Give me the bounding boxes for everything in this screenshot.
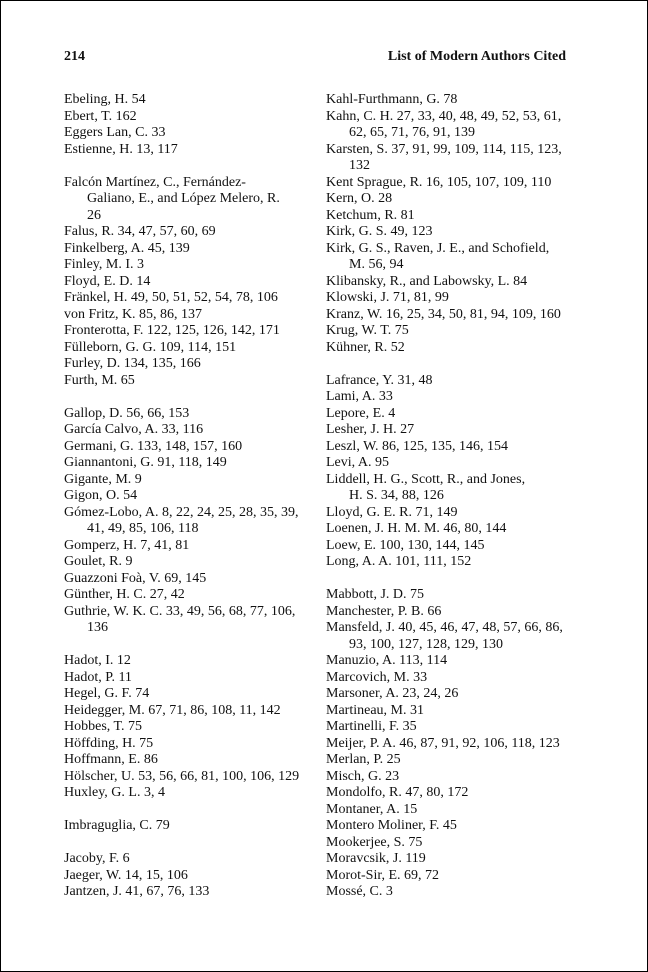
index-entry bbox=[64, 851, 314, 868]
index-entry-line: Kirk, G. S. 49, 123 bbox=[326, 224, 433, 239]
index-entry-line: Hadot, P. 11 bbox=[64, 669, 132, 685]
index-entry bbox=[64, 488, 314, 505]
index-entry-line: Marcovich, M. 33 bbox=[326, 669, 428, 685]
index-entry bbox=[64, 373, 314, 390]
index-entry-line: Furley, D. 134, 135, 166 bbox=[64, 356, 201, 371]
index-entry bbox=[64, 736, 314, 753]
index-entry bbox=[326, 175, 568, 192]
index-entry bbox=[64, 109, 314, 126]
index-entry-line: Misch, G. 23 bbox=[326, 768, 400, 784]
index-entry-line: Estienne, H. 13, 117 bbox=[64, 141, 178, 157]
index-entry-line: Martineau, M. 31 bbox=[326, 702, 424, 718]
index-entry bbox=[64, 290, 314, 307]
index-entry bbox=[326, 884, 568, 901]
index-entry-line: Finkelberg, A. 45, 139 bbox=[64, 240, 190, 256]
index-entry bbox=[64, 323, 314, 340]
index-entry-line: Fronterotta, F. 122, 125, 126, 142, 171 bbox=[64, 323, 280, 338]
index-entry-line: Lami, A. 33 bbox=[326, 389, 393, 404]
index-entry bbox=[64, 455, 314, 472]
index-entry bbox=[64, 356, 314, 373]
index-entry-line: 26 bbox=[87, 207, 101, 223]
index-entry bbox=[326, 703, 568, 720]
index-entry-line: Loew, E. 100, 130, 144, 145 bbox=[326, 537, 485, 553]
index-entry-line: Ketchum, R. 81 bbox=[326, 207, 415, 223]
index-entry bbox=[64, 571, 314, 588]
index-entry bbox=[64, 719, 314, 736]
group-spacer bbox=[64, 802, 314, 819]
index-entry bbox=[64, 307, 314, 324]
index-entry bbox=[326, 307, 568, 324]
index-entry bbox=[326, 340, 568, 357]
index-entry-line: Kahn, C. H. 27, 33, 40, 48, 49, 52, 53, 61, bbox=[326, 108, 562, 124]
index-entry-line: Mansfeld, J. 40, 45, 46, 47, 48, 57, 66, 86, bbox=[326, 620, 563, 635]
group-spacer bbox=[326, 356, 568, 373]
index-entry-line: Kahl-Furthmann, G. 78 bbox=[326, 92, 458, 107]
index-entry-line: 93, 100, 127, 128, 129, 130 bbox=[349, 636, 503, 652]
index-entry-line: Kent Sprague, R. 16, 105, 107, 109, 110 bbox=[326, 174, 552, 190]
group-spacer bbox=[64, 389, 314, 406]
index-entry-line: Eggers Lan, C. 33 bbox=[64, 125, 166, 140]
index-entry bbox=[326, 670, 568, 687]
index-entry bbox=[64, 142, 314, 159]
index-entry-line: Finley, M. I. 3 bbox=[64, 257, 144, 272]
index-entry bbox=[326, 818, 568, 835]
index-entry-line: Jacoby, F. 6 bbox=[64, 851, 130, 866]
index-entry bbox=[326, 290, 568, 307]
index-entry bbox=[326, 274, 568, 291]
index-entry-line: Gigon, O. 54 bbox=[64, 488, 138, 503]
index-entry-line: Montaner, A. 15 bbox=[326, 801, 418, 817]
index-entry bbox=[326, 686, 568, 703]
index-entry-line: García Calvo, A. 33, 116 bbox=[64, 422, 204, 437]
page-number: 214 bbox=[64, 49, 85, 64]
index-entry bbox=[326, 208, 568, 225]
index-entry-line: von Fritz, K. 85, 86, 137 bbox=[64, 306, 203, 322]
index-entry-line: Lepore, E. 4 bbox=[326, 405, 396, 421]
group-spacer bbox=[64, 158, 314, 175]
group-spacer bbox=[64, 835, 314, 852]
index-entry-line: Giannantoni, G. 91, 118, 149 bbox=[64, 455, 227, 470]
running-title: List of Modern Authors Cited bbox=[387, 49, 566, 64]
index-entry-line: Kern, O. 28 bbox=[326, 191, 393, 206]
index-entry bbox=[64, 241, 314, 258]
index-entry bbox=[326, 389, 568, 406]
index-entry-line: Loenen, J. H. M. M. 46, 80, 144 bbox=[326, 521, 507, 536]
index-entry bbox=[64, 274, 314, 291]
index-entry bbox=[64, 703, 314, 720]
index-entry-line: Merlan, P. 25 bbox=[326, 752, 401, 767]
index-entry bbox=[64, 769, 314, 786]
index-column-right bbox=[326, 92, 568, 901]
index-entry-line: 62, 65, 71, 76, 91, 139 bbox=[349, 125, 475, 140]
index-entry bbox=[64, 884, 314, 901]
index-entry bbox=[326, 851, 568, 868]
index-entry-line: Höffding, H. 75 bbox=[64, 735, 154, 751]
index-entry bbox=[326, 554, 568, 571]
index-entry bbox=[64, 587, 314, 604]
index-entry bbox=[64, 257, 314, 274]
index-entry-line: Hölscher, U. 53, 56, 66, 81, 100, 106, 129 bbox=[64, 768, 300, 784]
index-entry-line: Mookerjee, S. 75 bbox=[326, 834, 423, 850]
index-entry-line: Montero Moliner, F. 45 bbox=[326, 818, 457, 833]
index-entry bbox=[64, 224, 314, 241]
index-entry bbox=[326, 109, 568, 142]
index-entry bbox=[326, 373, 568, 390]
index-entry-line: Klowski, J. 71, 81, 99 bbox=[326, 290, 449, 305]
index-entry-line: Kirk, G. S., Raven, J. E., and Schofield, bbox=[326, 240, 550, 256]
index-entry-line: Mossé, C. 3 bbox=[326, 884, 393, 899]
index-entry bbox=[326, 455, 568, 472]
index-entry-line: Imbraguglia, C. 79 bbox=[64, 818, 170, 833]
index-entry-line: Günther, H. C. 27, 42 bbox=[64, 587, 185, 602]
index-entry-line: Ebeling, H. 54 bbox=[64, 92, 146, 107]
index-entry bbox=[326, 587, 568, 604]
index-entry bbox=[64, 439, 314, 456]
index-entry-line: Gomperz, H. 7, 41, 81 bbox=[64, 537, 190, 553]
index-entry-line: Galiano, E., and López Melero, R. bbox=[87, 191, 280, 206]
index-entry-line: Krug, W. T. 75 bbox=[326, 323, 409, 338]
group-spacer bbox=[326, 571, 568, 588]
index-entry bbox=[326, 752, 568, 769]
index-entry-line: Fülleborn, G. G. 109, 114, 151 bbox=[64, 339, 237, 355]
index-entry bbox=[64, 653, 314, 670]
index-entry bbox=[326, 521, 568, 538]
index-entry bbox=[64, 422, 314, 439]
index-entry bbox=[326, 538, 568, 555]
index-entry bbox=[326, 620, 568, 653]
index-entry bbox=[326, 785, 568, 802]
index-entry-line: Martinelli, F. 35 bbox=[326, 719, 417, 734]
index-entry bbox=[64, 785, 314, 802]
index-entry-line: H. S. 34, 88, 126 bbox=[349, 488, 444, 503]
index-entry bbox=[326, 769, 568, 786]
index-entry-line: Hadot, I. 12 bbox=[64, 653, 131, 668]
index-entry-line: Gigante, M. 9 bbox=[64, 471, 142, 487]
index-entry-line: Lloyd, G. E. R. 71, 149 bbox=[326, 504, 458, 520]
index-entry bbox=[326, 868, 568, 885]
index-entry bbox=[326, 719, 568, 736]
index-entry-line: Levi, A. 95 bbox=[326, 455, 389, 470]
index-entry-line: 41, 49, 85, 106, 118 bbox=[87, 521, 199, 536]
index-entry-line: Hobbes, T. 75 bbox=[64, 719, 143, 734]
index-entry bbox=[326, 406, 568, 423]
index-entry-line: Guthrie, W. K. C. 33, 49, 56, 68, 77, 106, bbox=[64, 603, 296, 619]
index-column-left bbox=[64, 92, 314, 901]
index-entry-line: Fränkel, H. 49, 50, 51, 52, 54, 78, 106 bbox=[64, 290, 278, 305]
index-entry-line: Guazzoni Foà, V. 69, 145 bbox=[64, 570, 207, 586]
index-entry-line: Gallop, D. 56, 66, 153 bbox=[64, 405, 190, 421]
index-entry-line: Lesher, J. H. 27 bbox=[326, 422, 415, 437]
index-entry-line: Moravcsik, J. 119 bbox=[326, 851, 426, 866]
index-entry bbox=[326, 835, 568, 852]
index-entry-line: Klibansky, R., and Labowsky, L. 84 bbox=[326, 273, 528, 289]
index-entry-line: 136 bbox=[87, 620, 108, 635]
index-entry-line: Kranz, W. 16, 25, 34, 50, 81, 94, 109, 160 bbox=[326, 306, 561, 322]
index-entry-line: Floyd, E. D. 14 bbox=[64, 273, 151, 289]
index-entry-line: Manchester, P. B. 66 bbox=[326, 603, 442, 619]
index-entry bbox=[326, 802, 568, 819]
index-entry-line: Mabbott, J. D. 75 bbox=[326, 587, 424, 602]
index-entry bbox=[326, 505, 568, 522]
index-entry-line: Meijer, P. A. 46, 87, 91, 92, 106, 118, 123 bbox=[326, 735, 560, 751]
index-entry-line: Huxley, G. L. 3, 4 bbox=[64, 785, 165, 800]
index-entry bbox=[64, 406, 314, 423]
index-entry bbox=[64, 505, 314, 538]
index-entry bbox=[326, 472, 568, 505]
index-entry bbox=[64, 604, 314, 637]
index-entry-line: Leszl, W. 86, 125, 135, 146, 154 bbox=[326, 438, 508, 454]
index-entry bbox=[64, 538, 314, 555]
index-entry bbox=[326, 142, 568, 175]
index-entry bbox=[64, 818, 314, 835]
index-entry bbox=[64, 125, 314, 142]
index-entry-line: Ebert, T. 162 bbox=[64, 108, 137, 124]
index-entry-line: Morot-Sir, E. 69, 72 bbox=[326, 867, 439, 883]
index-entry bbox=[326, 736, 568, 753]
index-entry-line: 132 bbox=[349, 158, 370, 173]
group-spacer bbox=[64, 637, 314, 654]
index-entry-line: Marsoner, A. 23, 24, 26 bbox=[326, 686, 459, 701]
index-entry-line: Liddell, H. G., Scott, R., and Jones, bbox=[326, 471, 526, 487]
index-entry-line: Gómez-Lobo, A. 8, 22, 24, 25, 28, 35, 39, bbox=[64, 504, 299, 520]
index-entry-line: Hegel, G. F. 74 bbox=[64, 686, 150, 701]
index-entry-line: Lafrance, Y. 31, 48 bbox=[326, 372, 433, 388]
index-entry bbox=[326, 323, 568, 340]
index-entry-line: Germani, G. 133, 148, 157, 160 bbox=[64, 438, 243, 454]
index-entry-line: Furth, M. 65 bbox=[64, 372, 135, 388]
index-entry bbox=[64, 175, 314, 225]
index-entry bbox=[326, 224, 568, 241]
index-entry-line: Jantzen, J. 41, 67, 76, 133 bbox=[64, 884, 210, 899]
index-entry-line: Falus, R. 34, 47, 57, 60, 69 bbox=[64, 224, 216, 239]
index-entry bbox=[64, 670, 314, 687]
index-entry-line: Mondolfo, R. 47, 80, 172 bbox=[326, 785, 469, 800]
index-entry bbox=[64, 868, 314, 885]
index-entry bbox=[326, 439, 568, 456]
index-entry bbox=[64, 472, 314, 489]
page-header bbox=[64, 48, 566, 66]
index-entry-line: Heidegger, M. 67, 71, 86, 108, 11, 142 bbox=[64, 702, 281, 718]
index-entry-line: Long, A. A. 101, 111, 152 bbox=[326, 554, 472, 569]
index-entry bbox=[64, 92, 314, 109]
index-entry-line: Manuzio, A. 113, 114 bbox=[326, 653, 448, 668]
index-entry bbox=[64, 752, 314, 769]
index-entry bbox=[64, 554, 314, 571]
index-entry-line: Goulet, R. 9 bbox=[64, 554, 133, 569]
index-entry bbox=[326, 191, 568, 208]
index-entry-line: Jaeger, W. 14, 15, 106 bbox=[64, 867, 188, 883]
index-entry bbox=[326, 422, 568, 439]
index-entry-line: Falcón Martínez, C., Fernández- bbox=[64, 174, 246, 190]
index-entry bbox=[326, 92, 568, 109]
index-entry bbox=[326, 653, 568, 670]
index-entry-line: Kühner, R. 52 bbox=[326, 339, 405, 355]
index-entry bbox=[64, 686, 314, 703]
index-entry-line: Hoffmann, E. 86 bbox=[64, 752, 158, 767]
index-entry bbox=[326, 604, 568, 621]
index-entry-line: Karsten, S. 37, 91, 99, 109, 114, 115, 123, bbox=[326, 141, 562, 157]
index-entry bbox=[326, 241, 568, 274]
index-entry-line: M. 56, 94 bbox=[349, 257, 404, 272]
index-entry bbox=[64, 340, 314, 357]
